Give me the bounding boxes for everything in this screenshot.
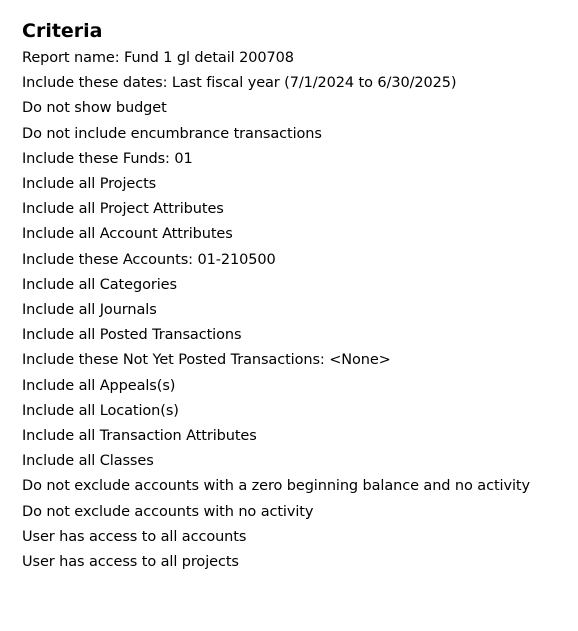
criteria-list	[22, 46, 578, 575]
criteria-line: Include all Projects	[22, 176, 157, 193]
criteria-line: Include all Posted Transactions	[22, 327, 242, 344]
criteria-line: Include all Project Attributes	[22, 201, 224, 218]
criteria-title: Criteria	[22, 20, 103, 42]
criteria-line: Include these Not Yet Posted Transactions: <None>	[22, 352, 391, 369]
criteria-line: Include all Account Attributes	[22, 226, 233, 243]
criteria-line: User has access to all accounts	[22, 528, 247, 545]
criteria-line: Do not show budget	[22, 100, 167, 117]
criteria-line: Include all Appeals(s)	[22, 377, 176, 394]
criteria-line: Do not exclude accounts with a zero beginning balance and no activity	[22, 478, 530, 495]
criteria-line: Include all Transaction Attributes	[22, 428, 257, 445]
criteria-line: Include all Journals	[22, 302, 157, 319]
criteria-line: Include these Funds: 01	[22, 150, 193, 167]
criteria-line: Include all Location(s)	[22, 402, 179, 419]
criteria-line: Do not exclude accounts with no activity	[22, 503, 314, 520]
criteria-line: Include all Categories	[22, 276, 177, 293]
criteria-line: Include all Classes	[22, 453, 154, 470]
criteria-line: User has access to all projects	[22, 554, 239, 571]
criteria-line: Do not include encumbrance transactions	[22, 125, 322, 142]
criteria-line: Include these dates: Last fiscal year (7/1/2024 to 6/30/2025)	[22, 75, 457, 92]
criteria-line: Report name: Fund 1 gl detail 200708	[22, 50, 294, 66]
criteria-line: Include these Accounts: 01-210500	[22, 251, 276, 268]
